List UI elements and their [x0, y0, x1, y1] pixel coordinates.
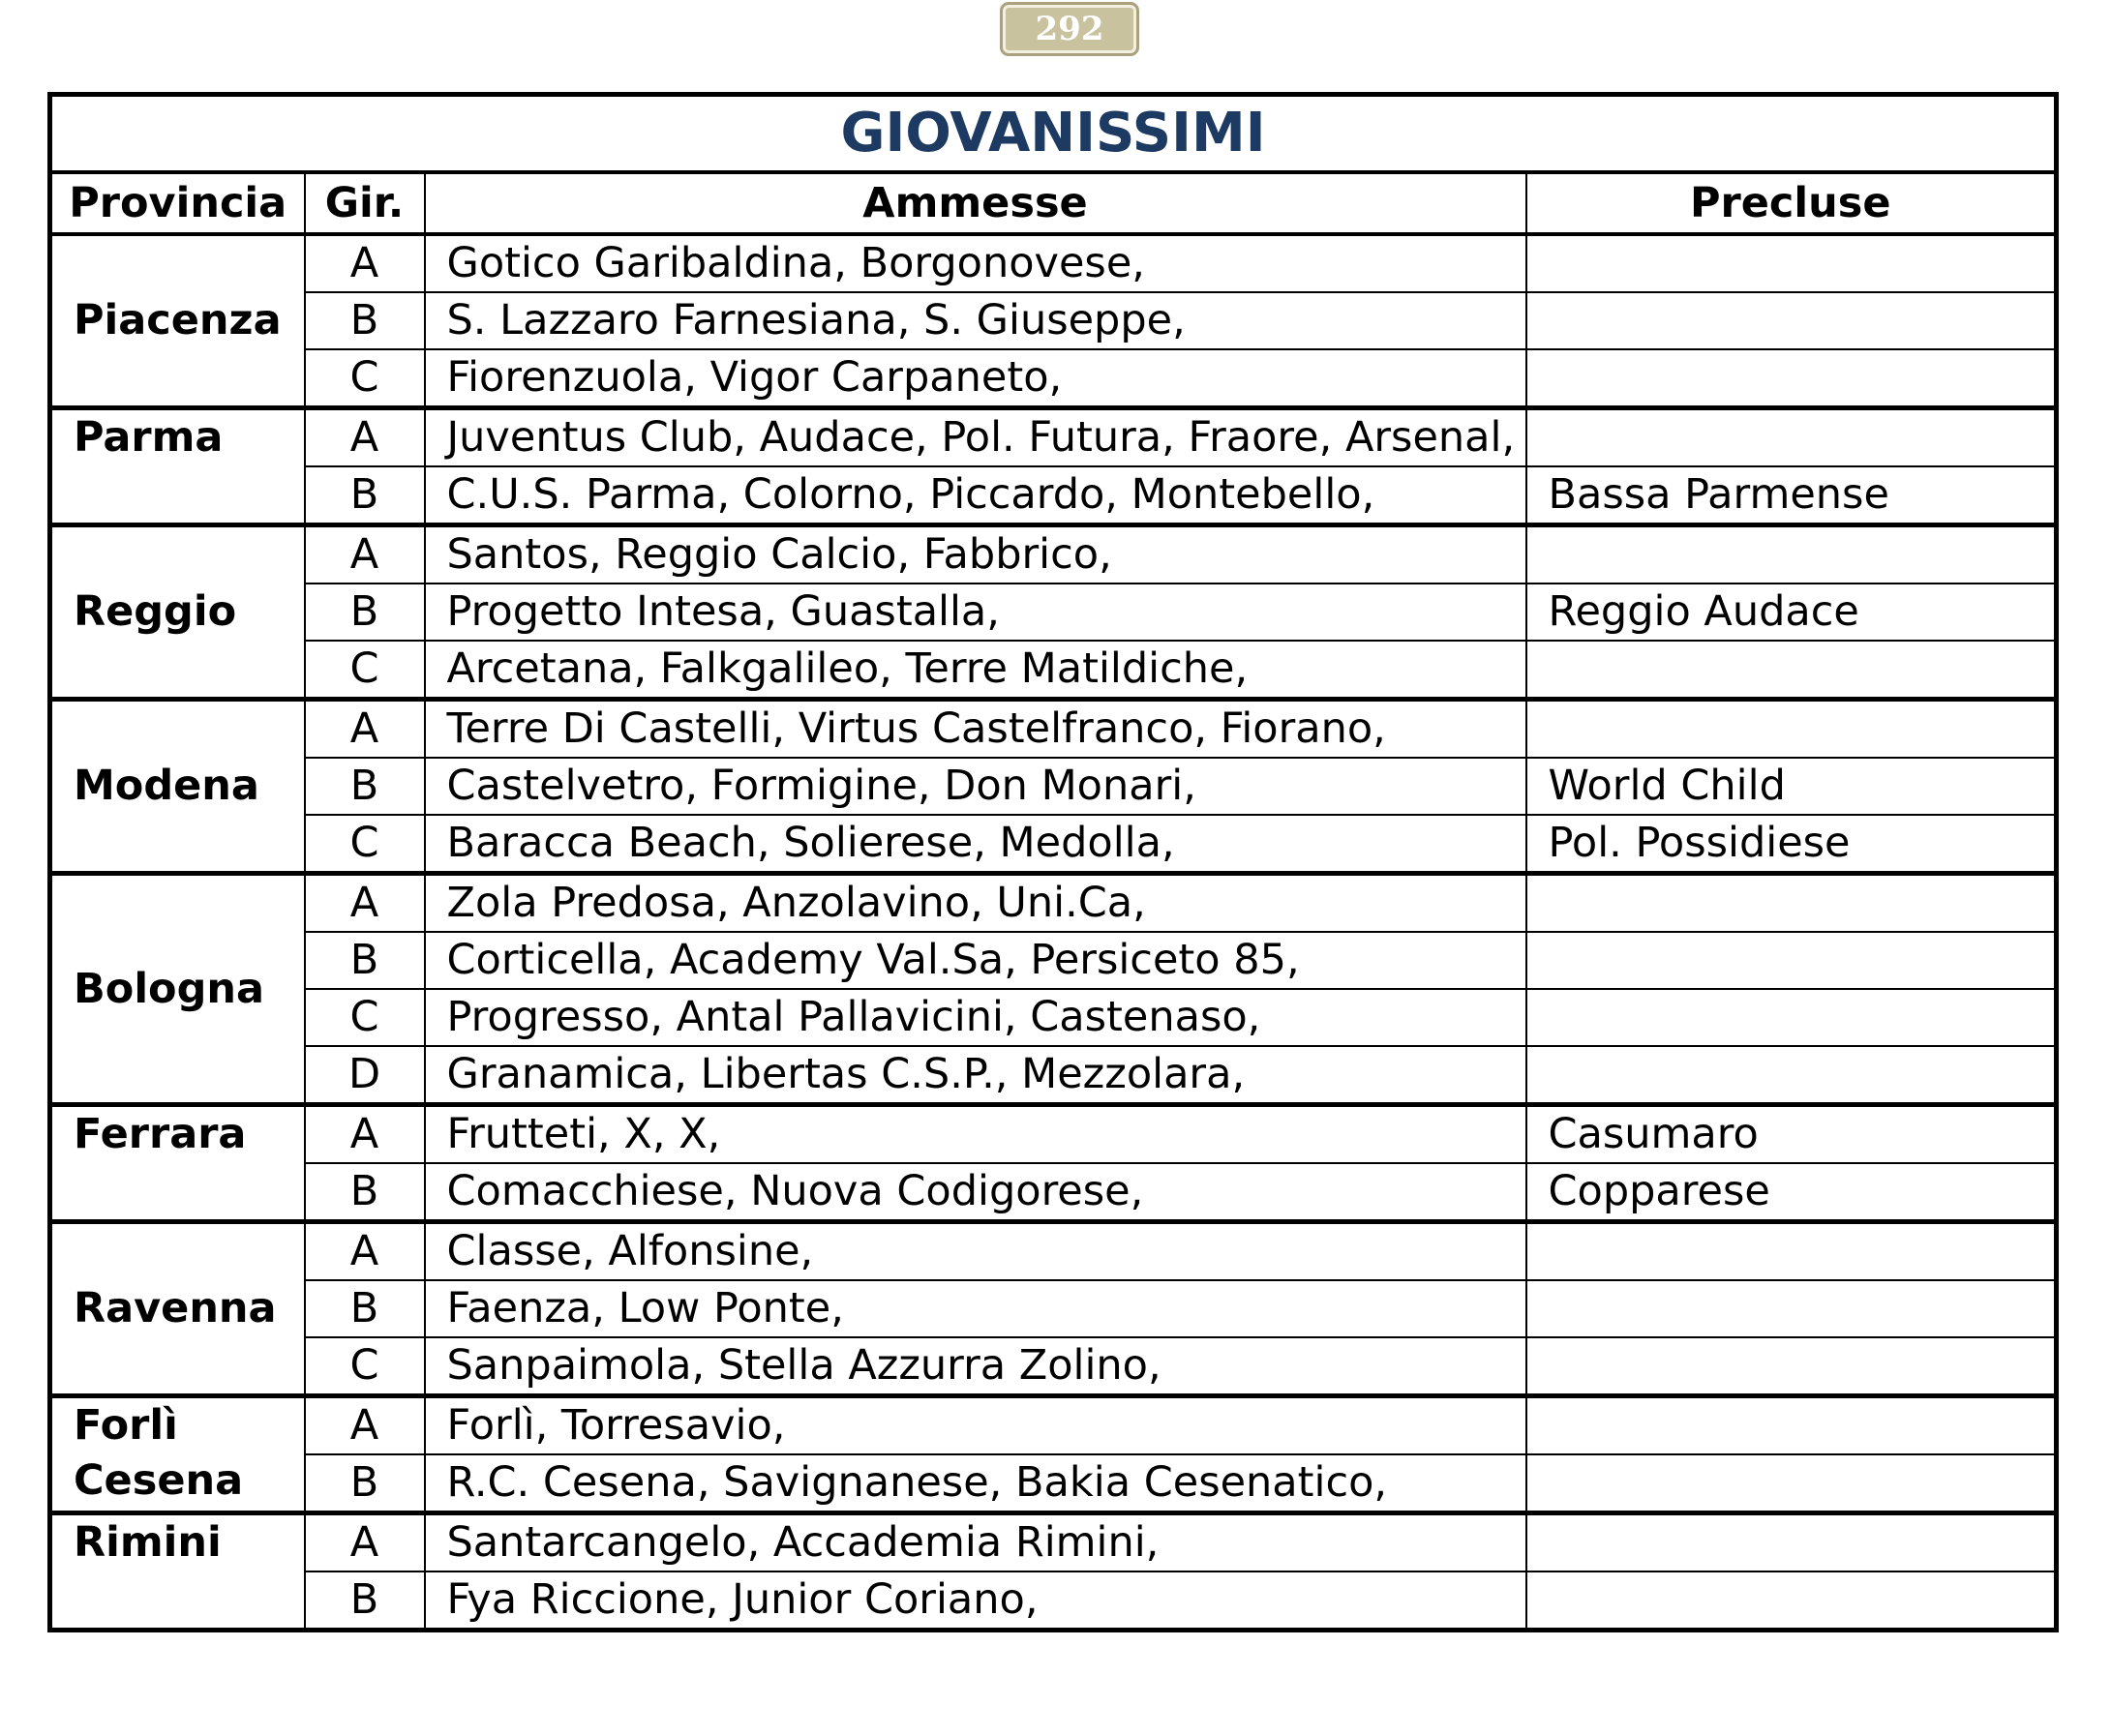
- table-row: [50, 1513, 2057, 1572]
- precluse-cell: [1526, 1396, 2057, 1455]
- girone-cell: A: [305, 700, 425, 759]
- girone-cell: B: [305, 1280, 425, 1337]
- table-row: [50, 234, 2057, 292]
- table-row: [50, 1280, 2057, 1337]
- ammesse-cell: Terre Di Castelli, Virtus Castelfranco, Fiorano,: [425, 700, 1526, 759]
- ammesse-cell: S. Lazzaro Farnesiana, S. Giuseppe,: [425, 292, 1526, 349]
- precluse-cell: [1526, 1280, 2057, 1337]
- provincia-cell: Reggio: [50, 525, 305, 700]
- page-number-badge: 292: [1000, 2, 1139, 56]
- ammesse-cell: Faenza, Low Ponte,: [425, 1280, 1526, 1337]
- girone-cell: A: [305, 1105, 425, 1164]
- precluse-cell: Copparese: [1526, 1163, 2057, 1222]
- table-row: [50, 1163, 2057, 1222]
- girone-cell: A: [305, 874, 425, 933]
- ammesse-cell: Zola Predosa, Anzolavino, Uni.Ca,: [425, 874, 1526, 933]
- precluse-cell: [1526, 349, 2057, 408]
- table-row: [50, 292, 2057, 349]
- provincia-cell: Forlì Cesena: [50, 1396, 305, 1513]
- provincia-cell: Piacenza: [50, 234, 305, 408]
- header-precluse: Precluse: [1526, 172, 2057, 234]
- provincia-cell: Ferrara: [50, 1105, 305, 1222]
- table-row: [50, 641, 2057, 700]
- ammesse-cell: Santarcangelo, Accademia Rimini,: [425, 1513, 1526, 1572]
- table-row: [50, 1222, 2057, 1281]
- table-row: [50, 1046, 2057, 1105]
- provincia-cell: Rimini: [50, 1513, 305, 1631]
- precluse-cell: [1526, 1454, 2057, 1513]
- ammesse-cell: R.C. Cesena, Savignanese, Bakia Cesenatico,: [425, 1454, 1526, 1513]
- girone-cell: A: [305, 408, 425, 467]
- precluse-cell: Casumaro: [1526, 1105, 2057, 1164]
- precluse-cell: [1526, 234, 2057, 292]
- precluse-cell: [1526, 1337, 2057, 1396]
- header-girone: Gir.: [305, 172, 425, 234]
- table-row: [50, 989, 2057, 1046]
- table-row: [50, 815, 2057, 874]
- girone-cell: B: [305, 1454, 425, 1513]
- precluse-cell: [1526, 525, 2057, 584]
- precluse-cell: [1526, 1222, 2057, 1281]
- girone-cell: D: [305, 1046, 425, 1105]
- ammesse-cell: Sanpaimola, Stella Azzurra Zolino,: [425, 1337, 1526, 1396]
- girone-cell: C: [305, 815, 425, 874]
- ammesse-cell: Fya Riccione, Junior Coriano,: [425, 1571, 1526, 1631]
- girone-cell: B: [305, 584, 425, 641]
- table-row: [50, 758, 2057, 815]
- girone-cell: A: [305, 1222, 425, 1281]
- girone-cell: B: [305, 1163, 425, 1222]
- table-title: GIOVANISSIMI: [50, 95, 2057, 173]
- precluse-cell: [1526, 1513, 2057, 1572]
- girone-cell: A: [305, 1513, 425, 1572]
- precluse-cell: [1526, 408, 2057, 467]
- ammesse-cell: Arcetana, Falkgalileo, Terre Matildiche,: [425, 641, 1526, 700]
- ammesse-cell: Frutteti, X, X,: [425, 1105, 1526, 1164]
- precluse-cell: [1526, 641, 2057, 700]
- table-row: [50, 932, 2057, 989]
- girone-cell: A: [305, 1396, 425, 1455]
- girone-cell: B: [305, 758, 425, 815]
- girone-cell: B: [305, 1571, 425, 1631]
- precluse-cell: [1526, 932, 2057, 989]
- girone-cell: C: [305, 349, 425, 408]
- ammesse-cell: Granamica, Libertas C.S.P., Mezzolara,: [425, 1046, 1526, 1105]
- precluse-cell: [1526, 1046, 2057, 1105]
- ammesse-cell: Progetto Intesa, Guastalla,: [425, 584, 1526, 641]
- ammesse-cell: Corticella, Academy Val.Sa, Persiceto 85,: [425, 932, 1526, 989]
- precluse-cell: World Child: [1526, 758, 2057, 815]
- ammesse-cell: C.U.S. Parma, Colorno, Piccardo, Montebello,: [425, 466, 1526, 525]
- table-row: [50, 874, 2057, 933]
- precluse-cell: Pol. Possidiese: [1526, 815, 2057, 874]
- ammesse-cell: Progresso, Antal Pallavicini, Castenaso,: [425, 989, 1526, 1046]
- table-row: [50, 700, 2057, 759]
- precluse-cell: Reggio Audace: [1526, 584, 2057, 641]
- table-row: [50, 408, 2057, 467]
- table-row: [50, 349, 2057, 408]
- precluse-cell: [1526, 292, 2057, 349]
- ammesse-cell: Classe, Alfonsine,: [425, 1222, 1526, 1281]
- table-body: [50, 234, 2057, 1631]
- precluse-cell: [1526, 874, 2057, 933]
- girone-cell: A: [305, 234, 425, 292]
- ammesse-cell: Gotico Garibaldina, Borgonovese,: [425, 234, 1526, 292]
- ammesse-cell: Comacchiese, Nuova Codigorese,: [425, 1163, 1526, 1222]
- table-row: [50, 1571, 2057, 1631]
- table-row: [50, 525, 2057, 584]
- provincia-cell: Ravenna: [50, 1222, 305, 1396]
- precluse-cell: [1526, 1571, 2057, 1631]
- precluse-cell: Bassa Parmense: [1526, 466, 2057, 525]
- girone-cell: C: [305, 1337, 425, 1396]
- ammesse-cell: Castelvetro, Formigine, Don Monari,: [425, 758, 1526, 815]
- ammesse-cell: Fiorenzuola, Vigor Carpaneto,: [425, 349, 1526, 408]
- header-ammesse: Ammesse: [425, 172, 1526, 234]
- ammesse-cell: Baracca Beach, Solierese, Medolla,: [425, 815, 1526, 874]
- table-row: [50, 584, 2057, 641]
- girone-cell: B: [305, 932, 425, 989]
- header-provincia: Provincia: [50, 172, 305, 234]
- table-row: [50, 1396, 2057, 1455]
- table-row: [50, 466, 2057, 525]
- girone-cell: B: [305, 466, 425, 525]
- precluse-cell: [1526, 989, 2057, 1046]
- provincia-cell: Modena: [50, 700, 305, 874]
- girone-cell: C: [305, 641, 425, 700]
- table-row: [50, 1105, 2057, 1164]
- provincia-cell: Bologna: [50, 874, 305, 1105]
- ammesse-cell: Forlì, Torresavio,: [425, 1396, 1526, 1455]
- girone-cell: C: [305, 989, 425, 1046]
- table-row: [50, 1454, 2057, 1513]
- girone-cell: B: [305, 292, 425, 349]
- precluse-cell: [1526, 700, 2057, 759]
- girone-cell: A: [305, 525, 425, 584]
- ammesse-cell: Juventus Club, Audace, Pol. Futura, Fraore, Arsenal,: [425, 408, 1526, 467]
- standings-table: [47, 92, 2059, 1632]
- provincia-cell: Parma: [50, 408, 305, 525]
- ammesse-cell: Santos, Reggio Calcio, Fabbrico,: [425, 525, 1526, 584]
- table-row: [50, 1337, 2057, 1396]
